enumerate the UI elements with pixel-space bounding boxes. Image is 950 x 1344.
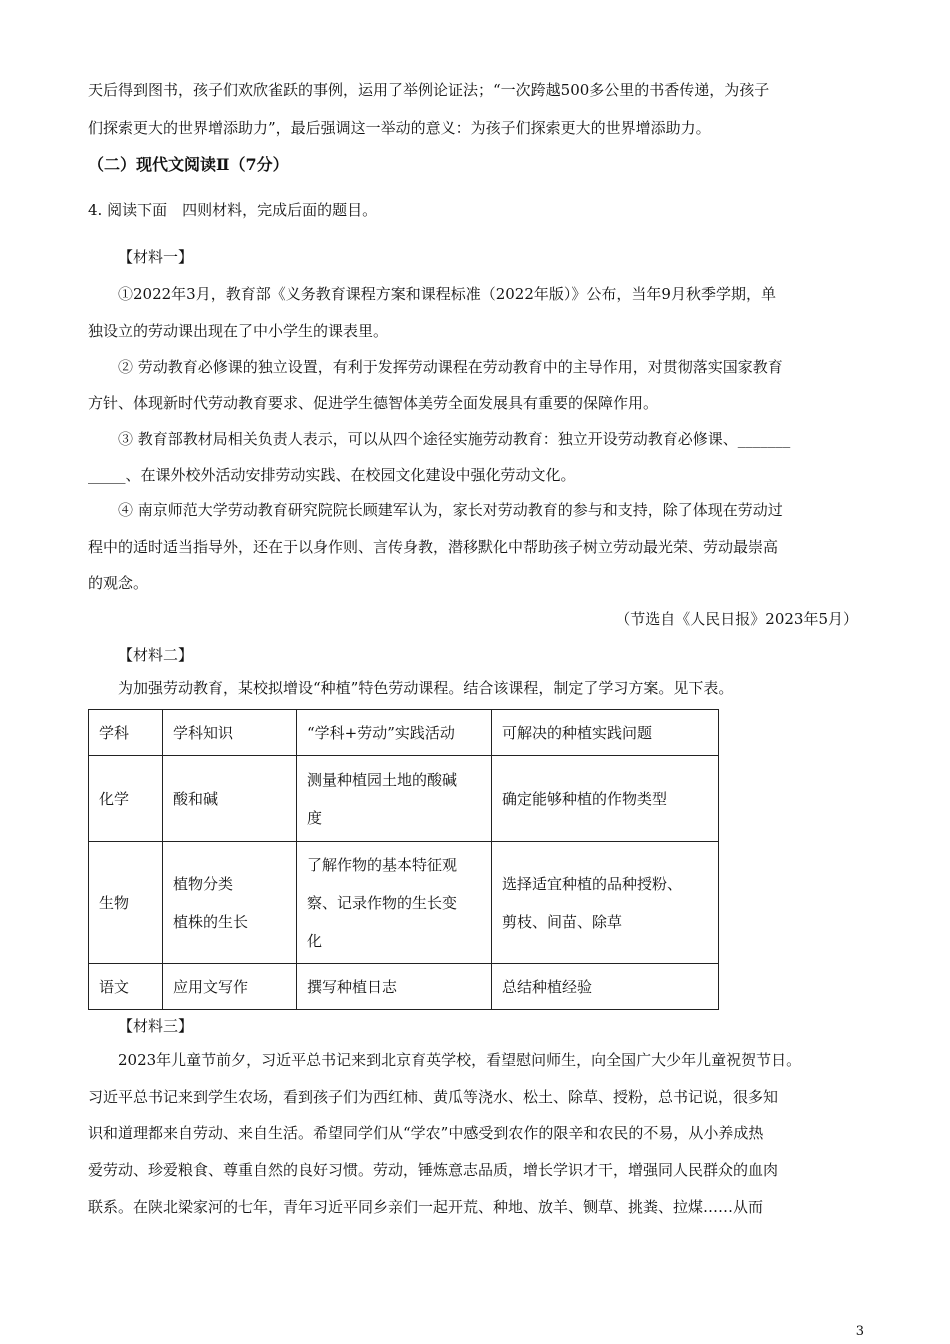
table-row [89, 756, 719, 842]
table-cell: 了解作物的基本特征观 察、记录作物的生长变 化 [297, 842, 492, 964]
paragraph-line: 程中的适时适当指导外，还在于以身作则、言传身教，潜移默化中帮助孩子树立劳动最光荣、劳动最崇高 [88, 538, 779, 556]
source-citation: （节选自《人民日报》2023年5月） [615, 610, 858, 628]
paragraph-line: ② 劳动教育必修课的独立设置，有利于发挥劳动课程在劳动教育中的主导作用，对贯彻落实国家教育 [118, 358, 783, 376]
paragraph-line: ③ 教育部教材局相关负责人表示，可以从四个途径实施劳动教育：独立开设劳动教育必修课、_______ [118, 430, 791, 448]
paragraph-line: 2023年儿童节前夕，习近平总书记来到北京育英学校，看望慰问师生，向全国广大少年儿童祝贺节日。 [118, 1051, 802, 1069]
table-cell: 撰写种植日志 [297, 964, 492, 1010]
table-cell: 酸和碱 [163, 756, 297, 842]
material-one-title: 【材料一】 [118, 248, 194, 266]
table-header-cell: 可解决的种植实践问题 [492, 710, 719, 756]
paragraph-line: 天后得到图书，孩子们欢欣雀跃的事例，运用了举例论证法；“一次跨越500多公里的书香传递，为孩子 [88, 81, 770, 99]
paragraph-line: 方针、体现新时代劳动教育要求、促进学生德智体美劳全面发展具有重要的保障作用。 [88, 394, 659, 412]
paragraph-line: 为加强劳动教育，某校拟增设“种植”特色劳动课程。结合该课程，制定了学习方案。见下表。 [118, 679, 734, 697]
paragraph-line: 的观念。 [88, 574, 149, 592]
paragraph-line: ④ 南京师范大学劳动教育研究院院长顾建军认为，家长对劳动教育的参与和支持，除了体现在劳动过 [118, 501, 783, 519]
material-two-title: 【材料二】 [118, 646, 194, 664]
table-cell: 生物 [89, 842, 163, 964]
table-cell: 测量种植园土地的酸碱 度 [297, 756, 492, 842]
table-row [89, 842, 719, 964]
paragraph-line: ①2022年3月，教育部《义务教育课程方案和课程标准（2022年版）》公布，当年9月秋季学期，单 [118, 285, 776, 303]
section-title: （二）现代文阅读Ⅱ（7分） [88, 155, 289, 174]
paragraph-line: _____、在课外校外活动安排劳动实践、在校园文化建设中强化劳动文化。 [88, 466, 576, 484]
page-number: 3 [855, 1324, 864, 1339]
table-header-row [89, 710, 719, 756]
table-cell: 总结种植经验 [492, 964, 719, 1010]
table-header-cell: 学科 [89, 710, 163, 756]
table-header-cell: 学科知识 [163, 710, 297, 756]
study-plan-table [88, 709, 719, 1010]
paragraph-line: 们探索更大的世界增添助力”，最后强调这一举动的意义：为孩子们探索更大的世界增添助力。 [88, 119, 711, 137]
paragraph-line: 识和道理都来自劳动、来自生活。希望同学们从“学农”中感受到农作的限辛和农民的不易，从小养成热 [88, 1124, 764, 1142]
table-cell: 化学 [89, 756, 163, 842]
table-header-cell: “学科+劳动”实践活动 [297, 710, 492, 756]
material-three-title: 【材料三】 [118, 1017, 194, 1035]
table-cell: 语文 [89, 964, 163, 1010]
study-plan-table-wrapper [88, 709, 719, 1010]
table-cell: 植物分类 植株的生长 [163, 842, 297, 964]
paragraph-line: 爱劳动、珍爱粮食、尊重自然的良好习惯。劳动，锤炼意志品质，增长学识才干，增强同人民群众的血肉 [88, 1161, 779, 1179]
paragraph-line: 习近平总书记来到学生农场，看到孩子们为西红柿、黄瓜等浇水、松土、除草、授粉，总书记说，很多知 [88, 1088, 779, 1106]
table-cell: 应用文写作 [163, 964, 297, 1010]
table-row [89, 964, 719, 1010]
table-cell: 选择适宜种植的品种授粉、 剪枝、间苗、除草 [492, 842, 719, 964]
question-stem: 4. 阅读下面 四则材料，完成后面的题目。 [88, 201, 378, 219]
paragraph-line: 联系。在陕北梁家河的七年，青年习近平同乡亲们一起开荒、种地、放羊、铡草、挑粪、拉煤……从而 [88, 1198, 764, 1216]
paragraph-line: 独设立的劳动课出现在了中小学生的课表里。 [88, 322, 389, 340]
table-cell: 确定能够种植的作物类型 [492, 756, 719, 842]
